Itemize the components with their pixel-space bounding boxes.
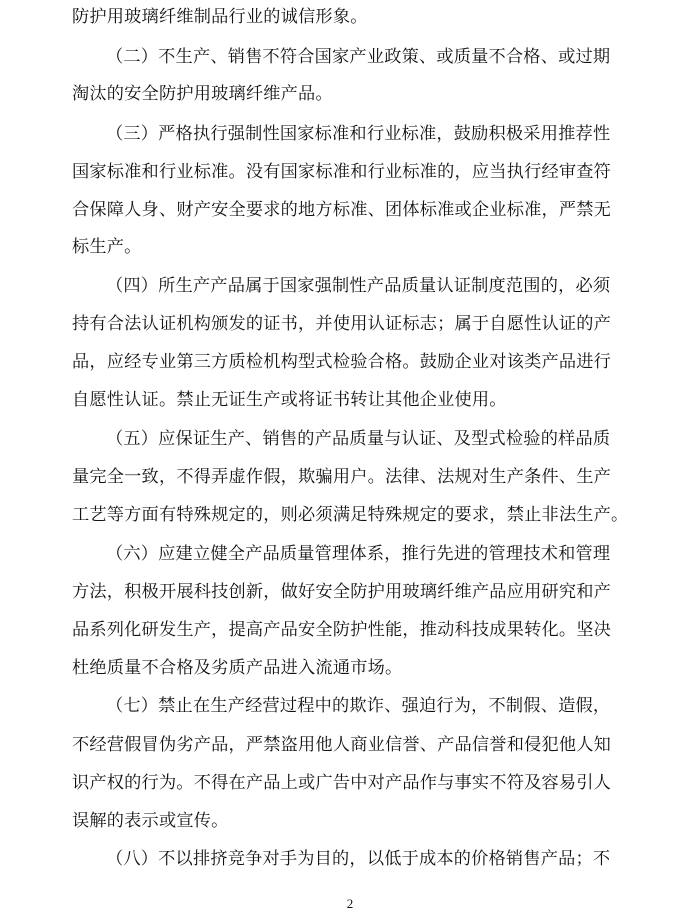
text-line: 误解的表示或宣传。 — [72, 811, 229, 831]
text-line: 合保障人身、财产安全要求的地方标准、团体标准或企业标准，严禁无 — [72, 200, 612, 220]
text-line: （四）所生产产品属于国家强制性产品质量认证制度范围的，必须 — [106, 276, 611, 296]
text-line: （五）应保证生产、销售的产品质量与认证、及型式检验的样品质 — [106, 429, 611, 449]
text-line: （二）不生产、销售不符合国家产业政策、或质量不合格、或过期 — [106, 47, 611, 67]
text-line: 持有合法认证机构颁发的证书，并使用认证标志；属于自愿性认证的产 — [72, 314, 612, 334]
page-number: 2 — [346, 896, 354, 911]
text-line: （八）不以排挤竞争对手为目的，以低于成本的价格销售产品；不 — [106, 849, 611, 869]
text-line: 量完全一致，不得弄虚作假，欺骗用户。法律、法规对生产条件、生产 — [72, 467, 612, 487]
text-line: （七）禁止在生产经营过程中的欺诈、强迫行为，不制假、造假， — [106, 696, 611, 716]
text-line: 品，应经专业第三方质检机构型式检验合格。鼓励企业对该类产品进行 — [72, 352, 612, 372]
text-line: 标生产。 — [72, 237, 142, 257]
text-line: 方法，积极开展科技创新，做好安全防护用玻璃纤维产品应用研究和产 — [72, 582, 612, 602]
text-line: （三）严格执行强制性国家标准和行业标准，鼓励积极采用推荐性 — [106, 124, 611, 144]
text-line: 淘汰的安全防护用玻璃纤维产品。 — [72, 84, 333, 104]
text-line: 识产权的行为。不得在产品上或广告中对产品作与事实不符及容易引人 — [72, 773, 612, 793]
text-line: 杜绝质量不合格及劣质产品进入流通市场。 — [72, 658, 403, 678]
text-line: 工艺等方面有特殊规定的，则必须满足特殊规定的要求，禁止非法生产。 — [72, 505, 629, 525]
text-line: 防护用玻璃纤维制品行业的诚信形象。 — [72, 7, 368, 27]
text-line: 不经营假冒伪劣产品，严禁盗用他人商业信誉、产品信誉和侵犯他人知 — [72, 735, 612, 755]
text-line: （六）应建立健全产品质量管理体系，推行先进的管理技术和管理 — [106, 544, 611, 564]
text-line: 国家标准和行业标准。没有国家标准和行业标准的，应当执行经审查符 — [72, 162, 612, 182]
text-line: 自愿性认证。禁止无证生产或将证书转让其他企业使用。 — [72, 390, 507, 410]
text-line: 品系列化研发生产，提高产品安全防护性能，推动科技成果转化。坚决 — [72, 620, 612, 640]
